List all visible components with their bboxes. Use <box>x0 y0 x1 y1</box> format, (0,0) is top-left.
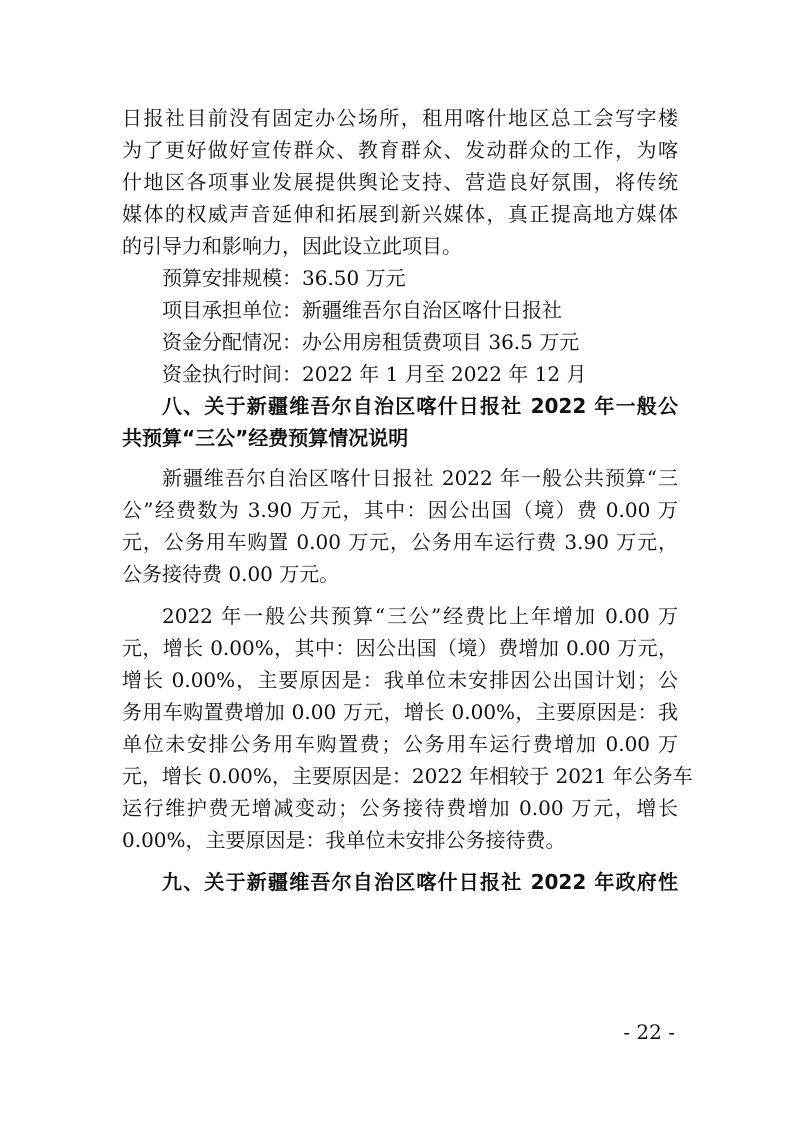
paragraph-line: 0.00%，主要原因是：我单位未安排公务接待费。 <box>122 828 566 852</box>
paragraph-line: 2022 年一般公共预算“三公”经费比上年增加 0.00 万 <box>162 604 678 628</box>
undertaking-unit: 项目承担单位：新疆维吾尔自治区喀什日报社 <box>162 298 562 322</box>
project-info <box>122 262 678 390</box>
paragraph-line: 元，增长 0.00%，主要原因是：2022 年相较于 2021 年公务车 <box>122 764 693 788</box>
paragraph-line: 为了更好做好宣传群众、教育群众、发动群众的工作，为喀 <box>122 138 678 162</box>
section-8-heading <box>122 390 678 454</box>
section-8-paragraph-2 <box>122 600 693 856</box>
paragraph-line: 运行维护费无增减变动；公务接待费增加 0.00 万元，增长 <box>122 796 678 820</box>
execution-time: 资金执行时间：2022 年 1 月至 2022 年 12 月 <box>162 362 587 386</box>
paragraph-line: 元，公务用车购置 0.00 万元，公务用车运行费 3.90 万元， <box>122 530 678 554</box>
paragraph-line: 新疆维吾尔自治区喀什日报社 2022 年一般公共预算“三 <box>162 466 678 490</box>
paragraph-line: 公”经费数为 3.90 万元，其中：因公出国（境）费 0.00 万 <box>122 498 678 522</box>
budget-scale: 预算安排规模：36.50 万元 <box>162 266 406 290</box>
paragraph-line: 日报社目前没有固定办公场所，租用喀什地区总工会写字楼 <box>122 106 678 130</box>
section-heading-line: 共预算“三公”经费预算情况说明 <box>122 426 409 450</box>
document-body <box>122 102 693 898</box>
paragraph-line: 的引导力和影响力，因此设立此项目。 <box>122 234 462 258</box>
section-heading-line: 八、关于新疆维吾尔自治区喀什日报社 2022 年一般公 <box>162 394 678 418</box>
page-number: - 22 - <box>623 1020 675 1044</box>
paragraph-line: 元，增长 0.00%，其中：因公出国（境）费增加 0.00 万元， <box>122 636 678 660</box>
fund-allocation: 资金分配情况：办公用房租赁费项目 36.5 万元 <box>162 330 580 354</box>
paragraph-line: 务用车购置费增加 0.00 万元，增长 0.00%，主要原因是：我 <box>122 700 678 724</box>
intro-paragraph <box>122 102 678 262</box>
paragraph-line: 增长 0.00%，主要原因是：我单位未安排因公出国计划；公 <box>122 668 678 692</box>
paragraph-line: 公务接待费 0.00 万元。 <box>122 562 340 586</box>
section-heading-line: 九、关于新疆维吾尔自治区喀什日报社 2022 年政府性 <box>162 870 678 894</box>
section-9-heading <box>122 866 678 898</box>
paragraph-line: 媒体的权威声音延伸和拓展到新兴媒体，真正提高地方媒体 <box>122 202 678 226</box>
paragraph-line: 什地区各项事业发展提供舆论支持、营造良好氛围，将传统 <box>122 170 678 194</box>
section-8-paragraph-1 <box>122 462 678 590</box>
paragraph-line: 单位未安排公务用车购置费；公务用车运行费增加 0.00 万 <box>122 732 678 756</box>
